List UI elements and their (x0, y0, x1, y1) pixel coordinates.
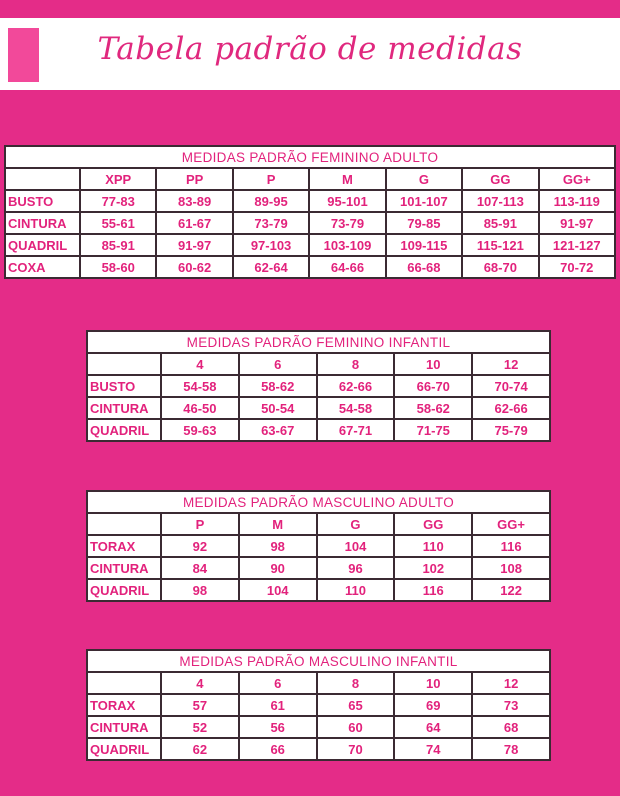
size-header-row (5, 168, 615, 190)
measurement-cell: 69 (394, 694, 472, 716)
row-label: QUADRIL (5, 234, 80, 256)
measurement-cell: 58-62 (394, 397, 472, 419)
size-header-row (87, 513, 550, 535)
row-label: CINTURA (87, 397, 161, 419)
measurement-cell: 62-66 (472, 397, 550, 419)
table-row (87, 738, 550, 760)
size-header: 6 (239, 672, 317, 694)
size-header: GG (394, 513, 472, 535)
measurement-cell: 78 (472, 738, 550, 760)
row-label: CINTURA (87, 716, 161, 738)
measurement-cell: 90 (239, 557, 317, 579)
table-row (87, 375, 550, 397)
row-label: CINTURA (5, 212, 80, 234)
measurement-cell: 116 (472, 535, 550, 557)
measurement-cell: 50-54 (239, 397, 317, 419)
measurement-cell: 60-62 (156, 256, 232, 278)
size-header: 4 (161, 353, 239, 375)
measurement-cell: 74 (394, 738, 472, 760)
row-label: TORAX (87, 694, 161, 716)
size-header: 8 (317, 353, 395, 375)
measurement-cell: 54-58 (317, 397, 395, 419)
measurement-cell: 75-79 (472, 419, 550, 441)
measurement-cell: 97-103 (233, 234, 309, 256)
table-caption: MEDIDAS PADRÃO MASCULINO ADULTO (87, 491, 550, 513)
row-label: TORAX (87, 535, 161, 557)
table-caption: MEDIDAS PADRÃO FEMININO ADULTO (5, 146, 615, 168)
row-label: CINTURA (87, 557, 161, 579)
table-row (87, 557, 550, 579)
measurement-cell: 64 (394, 716, 472, 738)
table-caption-row (87, 650, 550, 672)
table-row (87, 716, 550, 738)
size-header: G (317, 513, 395, 535)
measurement-cell: 70 (317, 738, 395, 760)
measurement-cell: 113-119 (539, 190, 615, 212)
measurement-cell: 73-79 (309, 212, 385, 234)
measurement-cell: 73 (472, 694, 550, 716)
row-label: QUADRIL (87, 579, 161, 601)
measurement-cell: 92 (161, 535, 239, 557)
measurement-cell: 70-74 (472, 375, 550, 397)
measurement-cell: 62-64 (233, 256, 309, 278)
table-caption: MEDIDAS PADRÃO FEMININO INFANTIL (87, 331, 550, 353)
size-header: 6 (239, 353, 317, 375)
size-header: 12 (472, 672, 550, 694)
page-title: Tabela padrão de medidas (97, 31, 523, 67)
measurement-cell: 102 (394, 557, 472, 579)
table-row (5, 212, 615, 234)
measurement-cell: 66-68 (386, 256, 462, 278)
table-row (87, 579, 550, 601)
size-header: G (386, 168, 462, 190)
measurement-cell: 91-97 (539, 212, 615, 234)
size-header: 4 (161, 672, 239, 694)
size-header: P (233, 168, 309, 190)
measurement-cell: 122 (472, 579, 550, 601)
size-header: P (161, 513, 239, 535)
table-caption: MEDIDAS PADRÃO MASCULINO INFANTIL (87, 650, 550, 672)
measurement-cell: 107-113 (462, 190, 538, 212)
header-corner-cell (87, 513, 161, 535)
measurement-cell: 108 (472, 557, 550, 579)
table-row (87, 397, 550, 419)
measurement-cell: 115-121 (462, 234, 538, 256)
table-row (87, 419, 550, 441)
size-header: M (309, 168, 385, 190)
row-label: QUADRIL (87, 738, 161, 760)
measurement-cell: 79-85 (386, 212, 462, 234)
measurement-cell: 70-72 (539, 256, 615, 278)
measurement-cell: 84 (161, 557, 239, 579)
measurement-cell: 83-89 (156, 190, 232, 212)
measurement-cell: 62 (161, 738, 239, 760)
header-banner (0, 18, 620, 90)
table-feminino-adulto (4, 145, 616, 279)
table-row (5, 190, 615, 212)
table-row (87, 694, 550, 716)
measurement-cell: 52 (161, 716, 239, 738)
measurement-cell: 98 (161, 579, 239, 601)
size-header: XPP (80, 168, 156, 190)
measurement-cell: 96 (317, 557, 395, 579)
size-header: 8 (317, 672, 395, 694)
measurement-cell: 73-79 (233, 212, 309, 234)
measurement-cell: 101-107 (386, 190, 462, 212)
measurement-cell: 91-97 (156, 234, 232, 256)
measurement-cell: 110 (394, 535, 472, 557)
table-caption-row (87, 331, 550, 353)
measurement-cell: 55-61 (80, 212, 156, 234)
measurement-cell: 103-109 (309, 234, 385, 256)
row-label: BUSTO (87, 375, 161, 397)
size-header: M (239, 513, 317, 535)
size-header: GG+ (539, 168, 615, 190)
measurement-cell: 61 (239, 694, 317, 716)
measurement-cell: 68-70 (462, 256, 538, 278)
measurement-cell: 60 (317, 716, 395, 738)
size-header: PP (156, 168, 232, 190)
header-corner-cell (5, 168, 80, 190)
measurement-cell: 65 (317, 694, 395, 716)
measurement-cell: 68 (472, 716, 550, 738)
measurement-cell: 85-91 (80, 234, 156, 256)
measurement-cell: 85-91 (462, 212, 538, 234)
measurement-cell: 59-63 (161, 419, 239, 441)
size-header: GG+ (472, 513, 550, 535)
size-header-row (87, 672, 550, 694)
measurement-cell: 46-50 (161, 397, 239, 419)
measurement-cell: 104 (317, 535, 395, 557)
measurement-cell: 95-101 (309, 190, 385, 212)
table-caption-row (5, 146, 615, 168)
table-row (5, 256, 615, 278)
size-header: 10 (394, 353, 472, 375)
measurement-cell: 104 (239, 579, 317, 601)
measurement-cell: 58-60 (80, 256, 156, 278)
table-masculino-infantil (86, 649, 551, 761)
measurement-cell: 67-71 (317, 419, 395, 441)
size-header: 12 (472, 353, 550, 375)
measurement-cell: 54-58 (161, 375, 239, 397)
row-label: COXA (5, 256, 80, 278)
measurement-cell: 61-67 (156, 212, 232, 234)
measurement-cell: 57 (161, 694, 239, 716)
measurement-cell: 77-83 (80, 190, 156, 212)
measurement-cell: 121-127 (539, 234, 615, 256)
measurement-cell: 62-66 (317, 375, 395, 397)
row-label: BUSTO (5, 190, 80, 212)
measurement-cell: 66-70 (394, 375, 472, 397)
measurement-cell: 64-66 (309, 256, 385, 278)
measurement-cell: 98 (239, 535, 317, 557)
measurement-cell: 56 (239, 716, 317, 738)
measurement-cell: 71-75 (394, 419, 472, 441)
measurement-cell: 63-67 (239, 419, 317, 441)
table-row (87, 535, 550, 557)
measurement-cell: 66 (239, 738, 317, 760)
table-row (5, 234, 615, 256)
measurement-cell: 110 (317, 579, 395, 601)
size-header: 10 (394, 672, 472, 694)
measurement-cell: 58-62 (239, 375, 317, 397)
measurement-cell: 89-95 (233, 190, 309, 212)
measurement-cell: 109-115 (386, 234, 462, 256)
measurement-cell: 116 (394, 579, 472, 601)
table-feminino-infantil (86, 330, 551, 442)
table-caption-row (87, 491, 550, 513)
size-header: GG (462, 168, 538, 190)
header-corner-cell (87, 672, 161, 694)
header-corner-cell (87, 353, 161, 375)
row-label: QUADRIL (87, 419, 161, 441)
table-masculino-adulto (86, 490, 551, 602)
size-header-row (87, 353, 550, 375)
